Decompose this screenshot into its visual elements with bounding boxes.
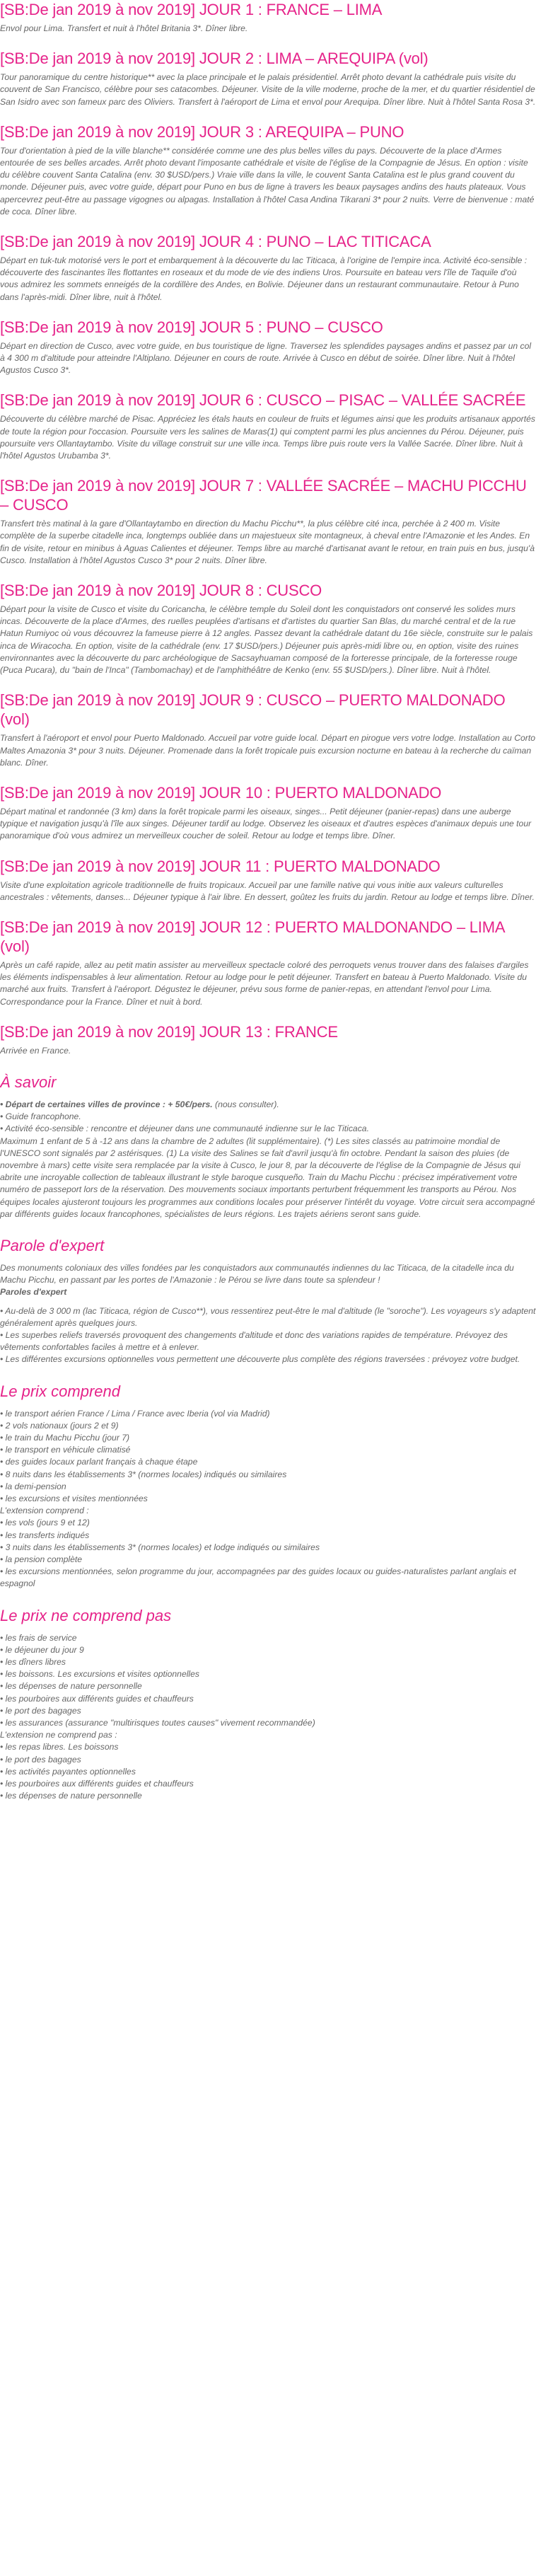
itinerary-day [0,783,536,843]
itinerary-day [0,391,536,462]
prix-comprend-lines [0,1408,536,1590]
day-description: Tour d'orientation à pied de la ville blanche** considérée comme une des plus belles villes du pays. Découverte de la place d'Armes entourée de ses belles arcades. Arrêt photo devant l'imposante cathédrale et visite de l'église de la Compagnie de Jésus. En option : visite du célèbre couvent Santa Catalina (env. 30 $USD/pers.) Vraie ville dans la ville, le couvent Santa Catalina est le plus grand couvent du monde. Déjeuner puis, avec votre guide, départ pour Puno en bus de ligne à travers les beaux paysages andins des hauts plateaux. Vous apercevrez peut-être au passage vigognes ou alpagas. Installation à l'hôtel Casa Andina Tikarani 3* pour 2 nuits. Verre de bienvenue : maté de coca. Dîner libre. [0,145,535,216]
day-description: Transfert très matinal à la gare d'Ollantaytambo en direction du Machu Picchu**, la plus célèbre cité inca, perchée à 2 400 m. Visite complète de la superbe citadelle inca, longtemps oubliée dans un majestueux site montagneux, à cheval entre l'Amazonie et les Andes. En fin de visite, retour en minibus à Aguas Calientes et déjeuner. Temps libre au marché d'artisanat avant le retour, en train puis en bus, jusqu'à Cusco. Installation à l'hôtel Agustos Cusco 3* pour 2 nuits. Dîner libre. [0,519,535,565]
a-savoir-line: • Guide francophone. [0,1111,81,1122]
parole-intro: Des monuments coloniaux des villes fondées par les conquistadors aux communautés indiennes du lac Titicaca, de la citadelle inca du Machu Picchu, en passant par les portes de l'Amazonie : le Pérou se livre dans toute sa splendeur ! [0,1262,514,1286]
prix-comprend-item: • des guides locaux parlant français à chaque étape [0,1457,198,1467]
parole-line: • Les superbes reliefs traversés provoquent des changements d'altitude et donc des variations rapides de température. Prévoyez des vêtements confortables faciles à mettre et à enlever. [0,1329,508,1353]
day-description: Départ en direction de Cusco, avec votre guide, en bus touristique de ligne. Traversez les splendides paysages andins et passez par un col à 4 300 m d'altitude pour atteindre l'Altiplano. Déjeuner en cours de route. Arrivée à Cusco en début de soirée. Dîner libre. Nuit à l'hôtel Agustos Cusco 3*. [0,340,532,376]
prix-ne-comprend-item: L'extension ne comprend pas : [0,1730,117,1740]
a-savoir-line: • Activité éco-sensible : rencontre et déjeuner dans une communauté indienne sur le lac Titicaca. [0,1124,369,1134]
prix-ne-comprend-item: • les dépenses de nature personnelle [0,1681,142,1692]
day-title: [SB:De jan 2019 à nov 2019] JOUR 1 : FRANCE – LIMA [0,1,383,18]
prix-ne-comprend-item: • le déjeuner du jour 9 [0,1644,84,1655]
prix-comprend-item: • les transferts indiqués [0,1530,90,1540]
itinerary-day [0,0,536,35]
province-departure-suffix: (nous consulter). [212,1099,279,1109]
itinerary-day [0,1022,536,1057]
day-description: Tour panoramique du centre historique** avec la place principale et le palais présidentiel. Arrêt photo devant la cathédrale puis visite du couvent de San Francisco, célèbre pour ses catacombes. Déjeuner. Visite de la ville moderne, proche de la mer, et du quartier résidentiel de San Isidro avec son fameux parc des Oliviers. Transfert à l'aéroport de Lima et envol pour Arequipa. Dîner libre. Nuit à l'hôtel Santa Rosa 3*. [0,72,536,107]
prix-comprend-item: • le transport en véhicule climatisé [0,1445,131,1455]
day-description: Après un café rapide, allez au petit matin assister au merveilleux spectacle coloré des perroquets venus trouver dans des falaises d'argiles les éléments indispensables à leur alimentation. Retour au lodge pour le petit déjeuner. Transfert en bateau à Puerto Maldonado. Visite du marché aux fruits. Transfert à l'aéroport. Dégustez le déjeuner, prévu sous forme de panier-repas, en attendant l'envol pour Lima. Correspondance pour la France. Dîner et nuit à bord. [0,959,529,1007]
a-savoir-line: Maximum 1 enfant de 5 à -12 ans dans la chambre de 2 adultes (lit supplémentaire). (*) Les sites classés au patrimoine mondial de l'UNESCO sont signalés par 2 astérisques. (1) La visite des Salines se fait d'avril jusqu'à fin octobre. Pendant la saison des pluies (de novembre à mars) cette visite sera remplacée par la visite à Cusco, le jour 8, par la découverte de l'église de la Compagnie de Jésus qui abrite une incroyable collection de tableaux illustrant le style baroque cusqueño. Train du Machu Picchu : précisez impérativement votre numéro de passeport lors de la réservation. Des mouvements sociaux importants perturbent fréquemment les transports au Pérou. Nos équipes locales ajusteront toujours les programmes aux conditions locales pour préserver l'intérêt du voyage. Votre circuit sera accompagné par différents guides locaux francophones, spécialistes de leurs régions. Les trajets aériens seront sans guide. [0,1136,535,1219]
parole-line: • Les différentes excursions optionnelles vous permettent une découverte plus complète des régions traversées : prévoyez votre budget. [0,1354,520,1365]
prix-comprend-item: • 3 nuits dans les établissements 3* (normes locales) et lodge indiqués ou similaires [0,1542,320,1552]
day-title: [SB:De jan 2019 à nov 2019] JOUR 5 : PUNO – CUSCO [0,318,383,336]
day-title: [SB:De jan 2019 à nov 2019] JOUR 8 : CUSCO [0,582,322,600]
day-description: Départ matinal et randonnée (3 km) dans la forêt tropicale parmi les oiseaux, singes... Petit déjeuner (panier-repas) dans une auberge typique et navigation jusqu'à l'île aux singes. Déjeuner tardif au lodge. Observez les oiseaux et d'autres espèces d'animaux depuis une tour panoramique d'où vous admirez un merveilleux coucher de soleil. Retour au lodge et temps libre. Dîner. [0,806,532,841]
itinerary-days [0,0,536,1057]
section-prix-comprend [0,1382,536,1590]
a-savoir-lines [0,1111,536,1220]
prix-ne-comprend-item: • les assurances (assurance "multirisques toutes causes" vivement recommandée) [0,1718,315,1728]
prix-comprend-item: • les vols (jours 9 et 12) [0,1518,90,1528]
parole-lines [0,1305,536,1366]
day-description: Départ en tuk-tuk motorisé vers le port et embarquement à la découverte du lac Titicaca, à l'origine de l'empire inca. Activité éco-sensible : découverte des fascinantes îles flottantes en roseaux et du mode de vie des indiens Uros. Poursuite en bateau vers l'île de Taquile d'où vous admirez les sommets enneigés de la cordillère des Andes, en Bolivie. Déjeuner dans un restaurant communautaire. Retour à Puno dans l'après-midi. Dîner libre, nuit à l'hôtel. [0,255,528,302]
itinerary-day [0,122,536,218]
prix-ne-comprend-item: • les dépenses de nature personnelle [0,1791,142,1801]
prix-ne-comprend-item: • les pourboires aux différents guides et chauffeurs [0,1779,194,1789]
day-description: Visite d'une exploitation agricole traditionnelle de fruits tropicaux. Accueil par une famille native qui vous initie aux valeurs culturelles ancestrales : vêtements, danses... Déjeuner typique à l'air libre. En dessert, goûtez les fruits du jardin. Retour au lodge et temps libre. Dîner. [0,879,535,902]
day-description: Découverte du célèbre marché de Pisac. Appréciez les étals hauts en couleur de fruits et légumes ainsi que les produits artisanaux apportés de toute la région pour l'occasion. Poursuite vers les salines de Maras(1) qui comptent parmi les plus anciennes du Pérou. Déjeuner, puis poursuite vers Ollantaytambo. Visite du village construit sur une ville inca. Temps libre puis route vers la Vallée Sacrée. Dîner libre. Nuit à l'hôtel Agustos Urubamba 3*. [0,414,535,461]
parole-subtitle: Paroles d'expert [0,1287,67,1298]
day-title: [SB:De jan 2019 à nov 2019] JOUR 12 : PUERTO MALDONANDO – LIMA (vol) [0,918,505,955]
province-departure-note: • Départ de certaines villes de province : + 50€/pers. [0,1099,213,1109]
prix-ne-comprend-item: • les frais de service [0,1632,77,1643]
itinerary-day [0,691,536,769]
itinerary-day [0,476,536,567]
day-title: [SB:De jan 2019 à nov 2019] JOUR 2 : LIMA – AREQUIPA (vol) [0,50,429,68]
prix-comprend-item: • la pension complète [0,1554,83,1565]
prix-ne-comprend-item: • les dîners libres [0,1657,66,1668]
section-parole-expert [0,1236,536,1366]
day-description: Envol pour Lima. Transfert et nuit à l'hôtel Britania 3*. Dîner libre. [0,23,248,33]
day-title: [SB:De jan 2019 à nov 2019] JOUR 9 : CUSCO – PUERTO MALDONADO (vol) [0,691,506,729]
prix-comprend-item: • les excursions mentionnées, selon programme du jour, accompagnées par des guides locaux ou guides-naturalistes parlant anglais et espagnol [0,1566,516,1589]
itinerary-day [0,581,536,676]
day-title: [SB:De jan 2019 à nov 2019] JOUR 10 : PUERTO MALDONADO [0,783,442,802]
parole-expert-title: Parole d'expert [0,1236,105,1254]
itinerary-day [0,857,536,903]
section-prix-ne-comprend [0,1606,536,1803]
prix-ne-comprend-item: • les activités payantes optionnelles [0,1766,136,1777]
prix-comprend-item: • la demi-pension [0,1481,66,1491]
prix-comprend-item: • 8 nuits dans les établissements 3* (normes locales) indiqués ou similaires [0,1469,287,1479]
prix-ne-comprend-lines [0,1632,536,1803]
day-title: [SB:De jan 2019 à nov 2019] JOUR 6 : CUSCO – PISAC – VALLÉE SACRÉE [0,391,526,410]
day-title: [SB:De jan 2019 à nov 2019] JOUR 4 : PUNO – LAC TITICACA [0,233,431,251]
parole-line: • Au-delà de 3 000 m (lac Titicaca, région de Cusco**), vous ressentirez peut-être le mal d'altitude (le "soroche"). Les voyageurs s'y adaptent généralement après quelques jours. [0,1305,536,1328]
day-title: [SB:De jan 2019 à nov 2019] JOUR 3 : AREQUIPA – PUNO [0,122,404,141]
day-title: [SB:De jan 2019 à nov 2019] JOUR 7 : VALLÉE SACRÉE – MACHU PICCHU – CUSCO [0,477,527,514]
prix-ne-comprend-item: • le port des bagages [0,1705,81,1716]
prix-comprend-item: L'extension comprend : [0,1506,89,1516]
day-description: Départ pour la visite de Cusco et visite du Coricancha, le célèbre temple du Soleil dont les conquistadors ont conservé les solides murs incas. Découverte de la place d'Armes, des ruelles peuplées d'artisans et d'artistes du quartier San Blas, du marché central et de la rue Hatun Rumiyoc où vous découvrez la fameuse pierre à 12 angles. Passez devant la cathédrale datant du 16e siècle, construite sur le palais inca de Wiracocha. En option, visite de la cathédrale (env. 17 $USD/pers.) Déjeuner puis après-midi libre ou, en option, visite des ruines environnantes avec la découverte du parc archéologique de Sacsayhuaman composé de la forteresse principale, de la forteresse rouge (Puca Pucara), du "bain de l'Inca" (Tambomachay) et de l'amphithéâtre de Kenko (env. 55 $USD/pers.). Dîner libre. Nuit à l'hôtel. [0,604,533,676]
day-description: Transfert à l'aéroport et envol pour Puerto Maldonado. Accueil par votre guide local. Départ en pirogue vers votre lodge. Installation au Corto Maltes Amazonia 3* pour 3 nuits. Déjeuner. Promenade dans la forêt tropicale puis excursion nocturne en bateau à la recherche du caïman blanc. Dîner. [0,733,536,768]
itinerary-day [0,318,536,377]
prix-ne-comprend-item: • les repas libres. Les boissons [0,1742,119,1752]
prix-comprend-item: • les excursions et visites mentionnées [0,1494,148,1504]
a-savoir-title: À savoir [0,1073,57,1091]
prix-ne-comprend-item: • les pourboires aux différents guides et chauffeurs [0,1693,194,1704]
itinerary-day [0,232,536,304]
day-description: Arrivée en France. [0,1045,71,1056]
itinerary-day [0,918,536,1008]
prix-ne-comprend-item: • les boissons. Les excursions et visites optionnelles [0,1669,200,1680]
prix-comprend-item: • le transport aérien France / Lima / France avec Iberia (vol via Madrid) [0,1408,270,1419]
prix-ne-comprend-title: Le prix ne comprend pas [0,1606,172,1624]
day-title: [SB:De jan 2019 à nov 2019] JOUR 13 : FRANCE [0,1022,338,1041]
section-a-savoir [0,1073,536,1220]
prix-ne-comprend-item: • le port des bagages [0,1754,81,1764]
day-title: [SB:De jan 2019 à nov 2019] JOUR 11 : PUERTO MALDONADO [0,857,441,875]
itinerary-day [0,49,536,108]
prix-comprend-item: • le train du Machu Picchu (jour 7) [0,1433,130,1443]
prix-comprend-item: • 2 vols nationaux (jours 2 et 9) [0,1420,119,1431]
prix-comprend-title: Le prix comprend [0,1382,120,1400]
